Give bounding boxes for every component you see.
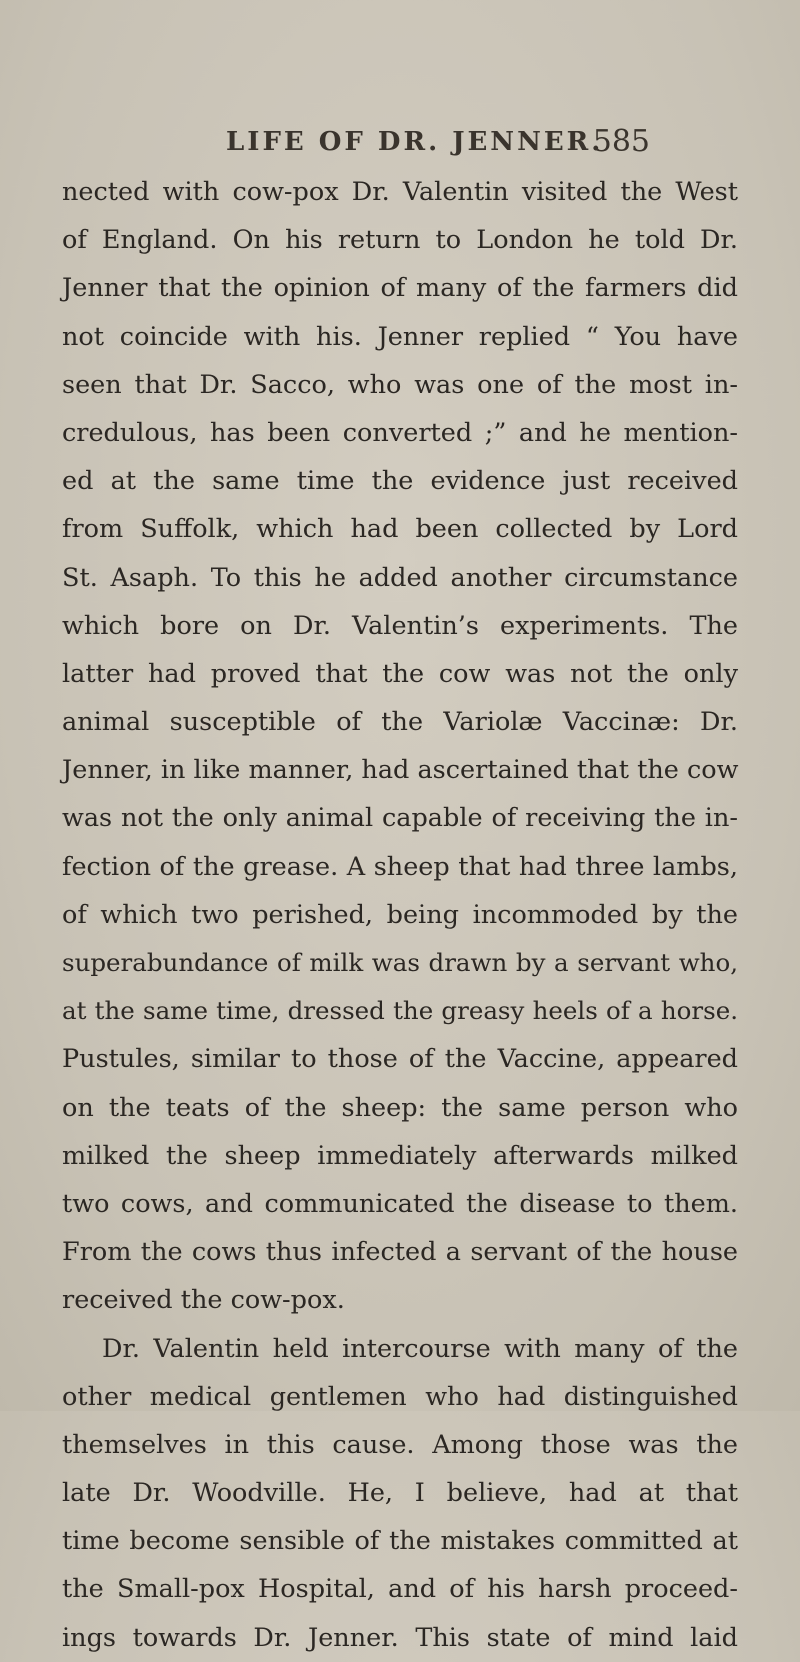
text-line: St. Asaph. To this he added another circumstance xyxy=(62,562,738,593)
text-line: ings towards Dr. Jenner. This state of mind laid xyxy=(62,1622,738,1653)
text-line: milked the sheep immediately afterwards milked xyxy=(62,1140,738,1171)
text-line: animal susceptible of the Variolæ Vaccinæ: Dr. xyxy=(62,707,738,738)
text-line: seen that Dr. Sacco, who was one of the most in- xyxy=(62,369,738,400)
text-line: Jenner that the opinion of many of the farmers did xyxy=(62,273,738,304)
running-head xyxy=(0,124,800,171)
page-number: 585 xyxy=(592,124,650,159)
paragraph-end-line: received the cow-pox. xyxy=(62,1285,345,1316)
text-line: of England. On his return to London he told Dr. xyxy=(62,225,738,256)
text-line: from Suffolk, which had been collected by Lord xyxy=(62,514,738,545)
text-line: of which two perished, being incommoded by the xyxy=(62,899,738,930)
text-line: credulous, has been converted ;” and he mention- xyxy=(62,417,738,448)
text-line: late Dr. Woodville. He, I believe, had at that xyxy=(62,1478,738,1509)
text-line: two cows, and communicated the disease to them. xyxy=(62,1188,738,1219)
text-line: the Small-pox Hospital, and of his harsh proceed- xyxy=(62,1574,738,1605)
running-title: LIFE OF DR. JENNER. xyxy=(226,127,604,157)
text-line: fection of the grease. A sheep that had three lambs, xyxy=(62,851,738,882)
text-line: time become sensible of the mistakes committed at xyxy=(62,1526,738,1557)
text-line: Jenner, in like manner, had ascertained that the cow xyxy=(62,755,739,786)
text-line: at the same time, dressed the greasy heels of a horse. xyxy=(62,996,738,1026)
text-line: Pustules, similar to those of the Vaccine, appeared xyxy=(62,1044,738,1075)
text-line: ed at the same time the evidence just received xyxy=(62,466,738,497)
text-line: other medical gentlemen who had distinguished xyxy=(62,1381,738,1412)
text-line: themselves in this cause. Among those was the xyxy=(62,1429,738,1460)
text-line: not coincide with his. Jenner replied “ You have xyxy=(62,321,738,352)
text-line: From the cows thus infected a servant of the house xyxy=(62,1237,738,1268)
text-line: latter had proved that the cow was not the only xyxy=(62,658,738,689)
text-line: was not the only animal capable of receiving the in- xyxy=(62,803,738,834)
text-line: superabundance of milk was drawn by a servant who, xyxy=(62,948,738,977)
text-line: which bore on Dr. Valentin’s experiments. The xyxy=(62,610,738,641)
text-line: nected with cow-pox Dr. Valentin visited the West xyxy=(62,177,738,207)
paragraph-start-line: Dr. Valentin held intercourse with many of the xyxy=(102,1333,738,1364)
body-text xyxy=(62,168,738,1662)
text-line: on the teats of the sheep: the same person who xyxy=(62,1092,738,1123)
